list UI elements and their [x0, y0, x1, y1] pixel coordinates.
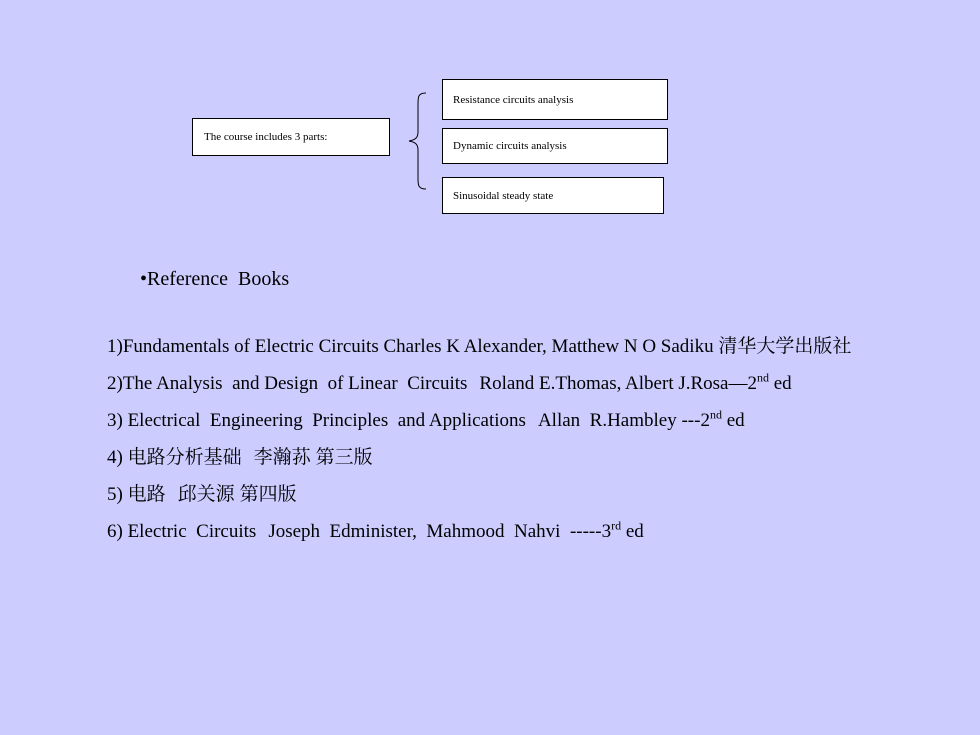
course-intro-box	[192, 118, 390, 156]
ref-prefix: 3)	[107, 410, 128, 431]
ref-edition: 第三版	[315, 447, 373, 468]
reference-heading: •Reference Books	[140, 268, 290, 290]
ref-prefix: 2)	[107, 373, 123, 394]
ref-title: Electrical Engineering Principles and Applications	[127, 410, 526, 431]
part-box-resistance	[442, 79, 668, 120]
reference-item	[107, 409, 937, 433]
ref-prefix: 4)	[107, 447, 128, 468]
ref-title: 电路	[127, 484, 166, 505]
ref-text: Fundamentals of Electric Circuits Charles K Alexander, Matthew N O Sadiku 清华大学出版社	[122, 336, 852, 357]
ref-edition: 第四版	[239, 484, 297, 505]
ref-suffix: ed	[621, 521, 644, 542]
ref-title: 电路分析基础	[127, 447, 242, 468]
ref-prefix: 1)	[107, 336, 123, 357]
reference-item	[107, 335, 937, 359]
ref-authors: Joseph Edminister, Mahmood Nahvi -----3	[268, 521, 612, 542]
ref-sup: rd	[611, 518, 622, 533]
ref-suffix: ed	[769, 373, 792, 394]
ref-prefix: 5)	[107, 484, 128, 505]
ref-authors: 李瀚荪	[253, 447, 311, 468]
reference-item	[107, 483, 937, 507]
curly-brace-icon	[404, 92, 432, 190]
ref-title: Electric Circuits	[127, 521, 257, 542]
part-label: Sinusoidal steady state	[453, 189, 554, 202]
reference-list	[107, 335, 937, 557]
ref-authors: Allan R.Hambley ---2	[537, 410, 710, 431]
ref-title: The Analysis and Design of Linear Circuits	[122, 373, 468, 394]
part-label: Dynamic circuits analysis	[453, 140, 567, 152]
ref-suffix: ed	[721, 410, 745, 431]
course-intro-text: The course includes 3 parts:	[204, 131, 328, 143]
part-box-sinusoidal	[442, 177, 664, 214]
reference-item	[107, 520, 937, 544]
reference-item	[107, 372, 937, 396]
ref-sup: nd	[709, 407, 722, 422]
ref-sup: nd	[757, 370, 769, 385]
ref-authors: Roland E.Thomas, Albert J.Rosa—2	[479, 373, 757, 394]
part-box-dynamic	[442, 128, 668, 164]
ref-authors: 邱关源	[177, 484, 235, 505]
part-label: Resistance circuits analysis	[453, 93, 574, 106]
ref-prefix: 6)	[107, 521, 128, 542]
reference-item	[107, 446, 937, 470]
